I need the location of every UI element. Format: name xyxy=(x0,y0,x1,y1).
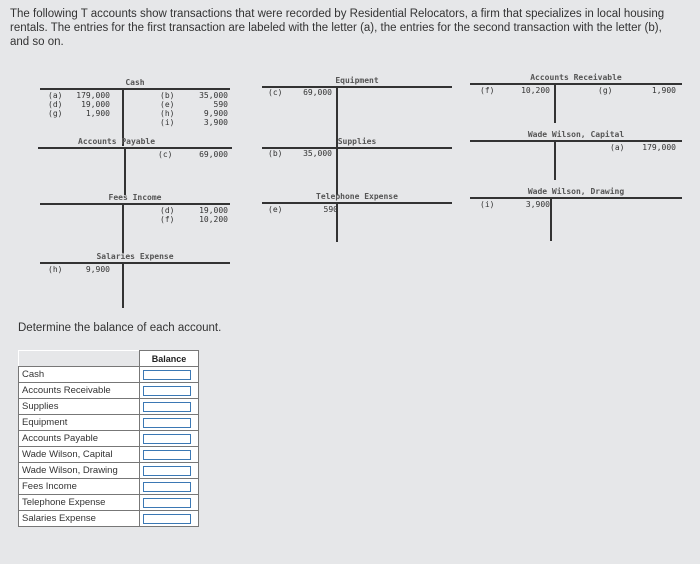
debit-entry: (d) 19,000 xyxy=(48,100,110,109)
balance-input-wade-wilson-capital[interactable] xyxy=(143,450,191,460)
debit-entry: (g) 1,900 xyxy=(48,109,110,118)
credit-entry: (f) 10,200 xyxy=(160,215,228,224)
balance-input-accounts-payable[interactable] xyxy=(143,434,191,444)
t-account-equipment xyxy=(262,76,452,146)
table-row xyxy=(19,495,199,511)
account-name: Telephone Expense xyxy=(19,495,140,511)
instructions-text: The following T accounts show transactions that were recorded by Residential Relocators, a firm that specializes in local housing rentals. The entries for the first transaction are labeled with the letter (a), the entries for the second transaction with the letter (b), and so on. xyxy=(10,8,665,48)
t-account-title: Salaries Expense xyxy=(96,252,174,261)
account-name: Salaries Expense xyxy=(19,511,140,527)
debit-entry: (e) 590 xyxy=(268,205,338,214)
balance-header: Balance xyxy=(140,351,199,367)
account-name: Accounts Receivable xyxy=(19,383,140,399)
table-row xyxy=(19,399,199,415)
debit-entry: (f) 10,200 xyxy=(480,86,550,95)
balance-input-accounts-receivable[interactable] xyxy=(143,386,191,396)
debit-entry: (i) 3,900 xyxy=(480,200,550,209)
debit-entry: (b) 35,000 xyxy=(268,149,332,158)
t-account-title: Wade Wilson, Capital xyxy=(527,130,625,139)
t-account-title: Wade Wilson, Drawing xyxy=(527,187,625,196)
table-row xyxy=(19,415,199,431)
debit-entry: (a) 179,000 xyxy=(48,91,110,100)
balance-input-fees-income[interactable] xyxy=(143,482,191,492)
table-row xyxy=(19,431,199,447)
table-row xyxy=(19,447,199,463)
table-row xyxy=(19,463,199,479)
credit-entry: (i) 3,900 xyxy=(160,118,228,127)
question-text: Determine the balance of each account. xyxy=(18,322,222,334)
balance-input-cash[interactable] xyxy=(143,370,191,380)
t-account-telephone-expense xyxy=(262,192,452,244)
credit-entry: (a) 179,000 xyxy=(610,143,676,152)
account-name: Wade Wilson, Drawing xyxy=(19,463,140,479)
balance-input-salaries-expense[interactable] xyxy=(143,514,191,524)
t-account-title: Accounts Receivable xyxy=(530,73,622,82)
t-account-wade-wilson-drawing xyxy=(470,187,682,242)
t-account-accounts-receivable xyxy=(470,73,682,123)
account-name: Cash xyxy=(19,367,140,383)
account-name: Supplies xyxy=(19,399,140,415)
t-account-supplies xyxy=(262,137,452,197)
t-account-title: Accounts Payable xyxy=(78,137,156,146)
credit-entry: (h) 9,900 xyxy=(160,109,228,118)
balance-input-equipment[interactable] xyxy=(143,418,191,428)
account-name: Wade Wilson, Capital xyxy=(19,447,140,463)
balance-table xyxy=(18,350,199,527)
balance-input-telephone-expense[interactable] xyxy=(143,498,191,508)
balance-input-supplies[interactable] xyxy=(143,402,191,412)
table-row xyxy=(19,383,199,399)
credit-entry: (b) 35,000 xyxy=(160,91,228,100)
balance-input-wade-wilson-drawing[interactable] xyxy=(143,466,191,476)
credit-entry: (e) 590 xyxy=(160,100,228,109)
table-row xyxy=(19,479,199,495)
table-row xyxy=(19,367,199,383)
t-account-fees-income xyxy=(40,193,230,253)
table-row xyxy=(19,511,199,527)
t-account-title: Supplies xyxy=(337,137,377,146)
account-name: Accounts Payable xyxy=(19,431,140,447)
account-name: Equipment xyxy=(19,415,140,431)
t-account-title: Fees Income xyxy=(108,193,162,202)
credit-entry: (g) 1,900 xyxy=(598,86,676,95)
debit-entry: (h) 9,900 xyxy=(48,265,110,274)
t-account-title: Cash xyxy=(125,78,145,87)
t-account-title: Telephone Expense xyxy=(316,192,398,201)
credit-entry: (c) 69,000 xyxy=(158,150,228,159)
account-name: Fees Income xyxy=(19,479,140,495)
debit-entry: (c) 69,000 xyxy=(268,88,332,97)
credit-entry: (d) 19,000 xyxy=(160,206,228,215)
t-account-accounts-payable xyxy=(38,137,232,197)
t-account-salaries-expense xyxy=(40,252,230,310)
t-account-wade-wilson-capital xyxy=(470,130,682,180)
t-account-title: Equipment xyxy=(335,76,379,85)
